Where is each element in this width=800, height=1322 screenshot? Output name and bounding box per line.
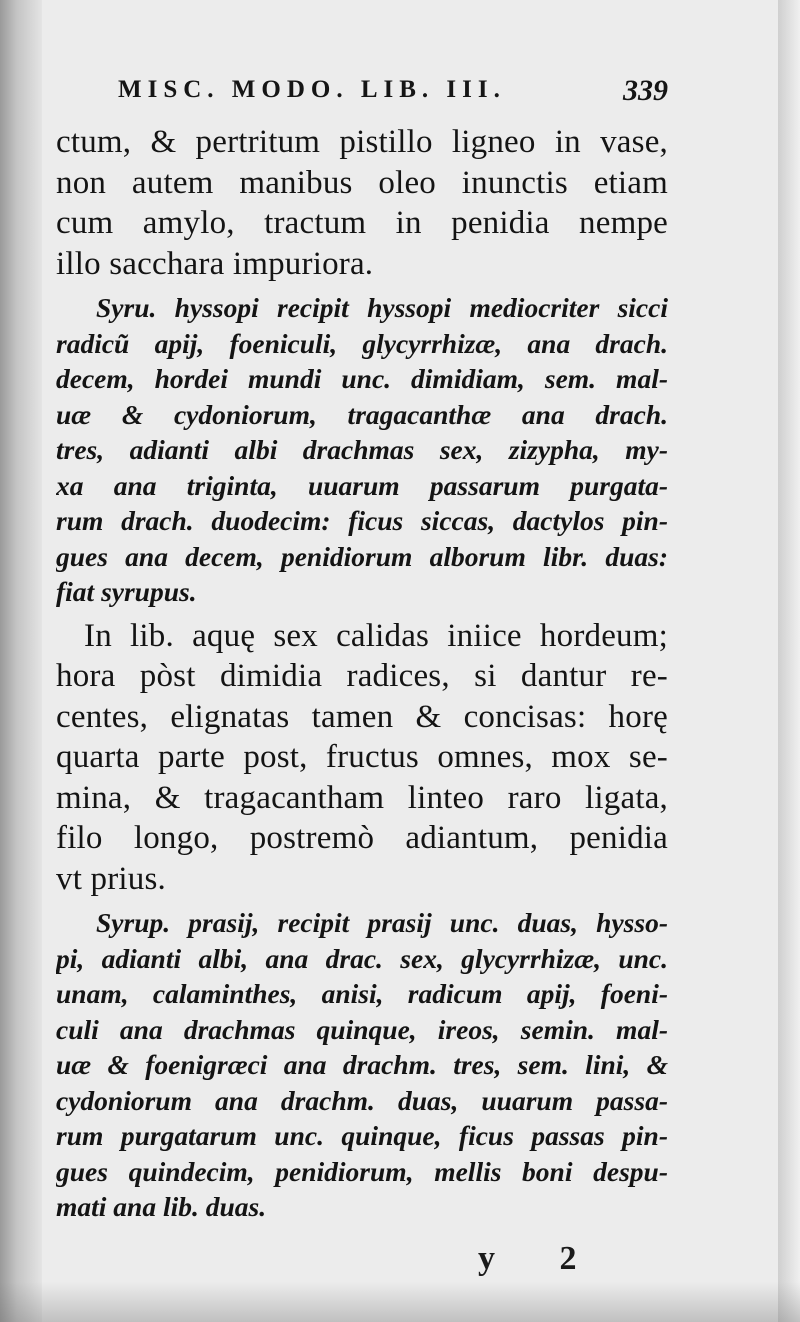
text-line: Syrup. prasij, recipit prasij unc. duas, hysso-: [96, 907, 668, 938]
page-edge: [778, 0, 800, 1322]
text-line: In lib. aquę sex calidas iniice hordeum;: [84, 617, 668, 654]
recipe-syrup-hyssop: [56, 290, 668, 610]
text-line: cydoniorum ana drachm. duas, uuarum passa-: [56, 1084, 668, 1116]
text-line: culi ana drachmas quinque, ireos, semin. mal-: [56, 1013, 668, 1045]
text-line: rum purgatarum unc. quinque, ficus passas pin-: [56, 1120, 668, 1151]
text-line: fiat syrupus.: [56, 576, 197, 607]
text-line: mati ana lib. duas.: [56, 1191, 267, 1222]
text-line: uæ & cydoniorum, tragacanthæ ana drach.: [56, 398, 668, 430]
text-line: gues ana decem, penidiorum alborum libr. duas:: [56, 540, 668, 572]
text-line: mina, & tragacantham linteo raro ligata,: [56, 779, 668, 816]
signature-mark: y 2: [478, 1240, 605, 1277]
bottom-shadow: [0, 1282, 800, 1322]
text-line: illo sacchara impuriora.: [56, 245, 374, 282]
text-line: uæ & foenigræci ana drachm. tres, sem. lini, &: [56, 1049, 668, 1080]
text-line: tres, adianti albi drachmas sex, zizypha, my-: [56, 434, 668, 465]
text-line: rum drach. duodecim: ficus siccas, dactylos pin-: [56, 505, 668, 536]
text-line: unam, calaminthes, anisi, radicum apij, foeni-: [56, 978, 668, 1009]
paragraph-continuation: [56, 122, 668, 284]
text-line: quarta parte post, fructus omnes, mox se-: [56, 739, 668, 775]
running-head: MISC. MODO. LIB. III.: [118, 76, 506, 103]
text-line: vt prius.: [56, 860, 166, 897]
text-line: pi, adianti albi, ana drac. sex, glycyrrhizæ, unc.: [56, 942, 668, 974]
text-line: cum amylo, tractum in penidia nempe: [56, 205, 668, 241]
text-line: decem, hordei mundi unc. dimidiam, sem. mal-: [56, 363, 668, 394]
text-line: non autem manibus oleo inunctis etiam: [56, 164, 668, 201]
text-line: filo longo, postremò adiantum, penidia: [56, 820, 668, 856]
text-line: Syru. hyssopi recipit hyssopi mediocriter sicci: [96, 292, 668, 323]
text-line: radicũ apij, foeniculi, glycyrrhizæ, ana drach.: [56, 327, 668, 359]
page-header: [118, 76, 668, 112]
text-line: xa ana triginta, uuarum passarum purgata-: [56, 469, 668, 501]
page-number: 339: [623, 74, 668, 107]
gutter-shadow: [0, 0, 42, 1322]
recipe-syrup-prasium: [56, 905, 668, 1225]
text-line: ctum, & pertritum pistillo ligneo in vase,: [56, 124, 668, 160]
text-line: centes, elignatas tamen & concisas: horę: [56, 698, 668, 735]
body-text: [56, 122, 668, 1225]
text-line: gues quindecim, penidiorum, mellis boni despu-: [56, 1155, 668, 1187]
paragraph-instructions: [56, 616, 668, 900]
text-line: hora pòst dimidia radices, si dantur re-: [56, 658, 668, 694]
